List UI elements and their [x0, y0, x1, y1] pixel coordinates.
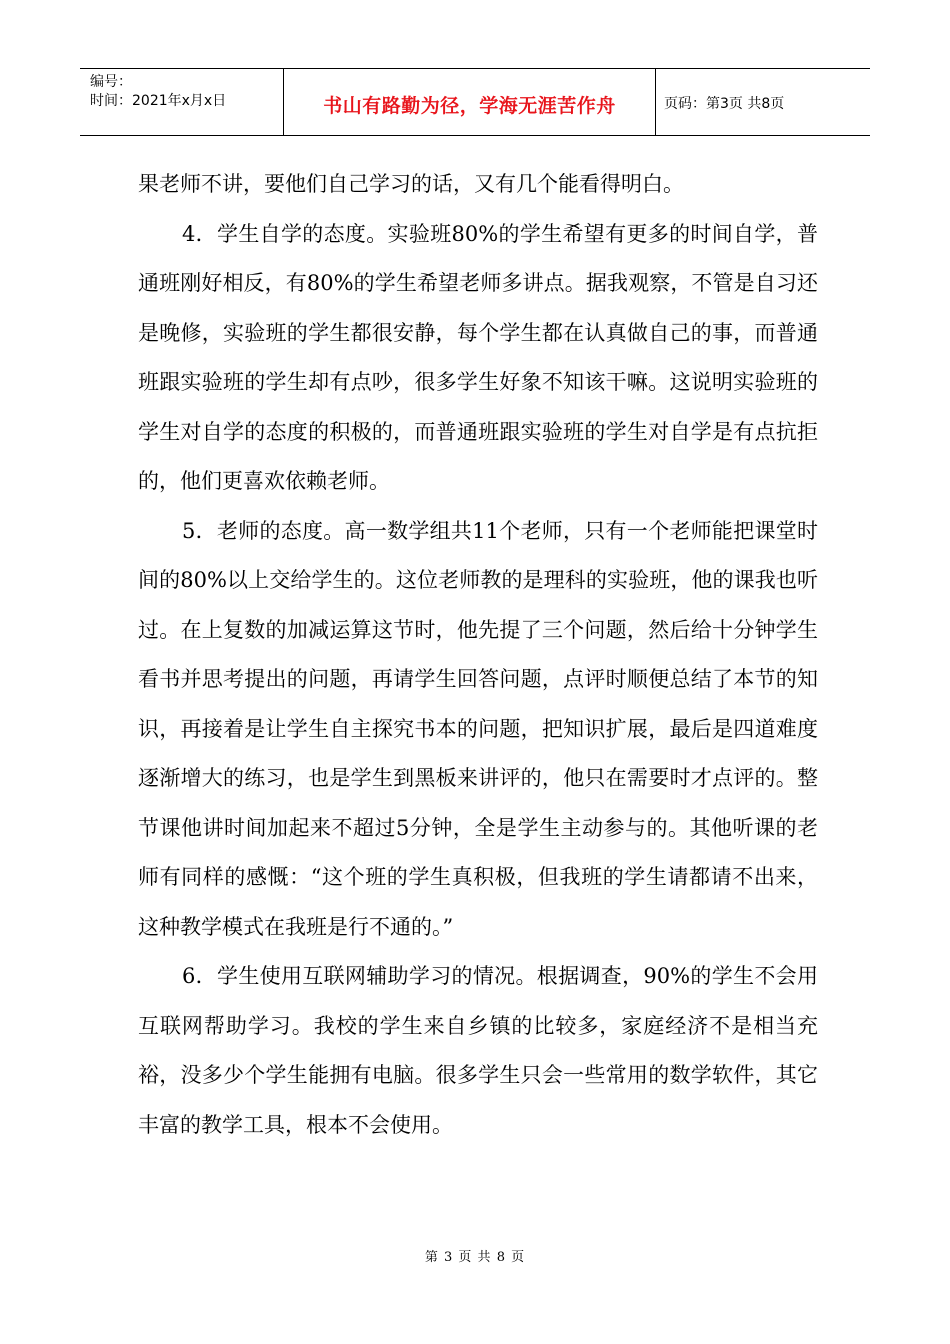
- page-number-label: 页码：第3页 共8页: [664, 96, 785, 112]
- page-footer: 第 3 页 共 8 页: [424, 1250, 526, 1265]
- header-motto-cell: [284, 69, 656, 135]
- paragraph-4: 4．学生自学的态度。实验班80%的学生希望有更多的时间自学，普通班刚好相反，有80%的学生希望老师多讲点。据我观察，不管是自习还是晚修，实验班的学生都很安静，每个学生都在认真做自己的事，而普通班跟实验班的学生却有点吵，很多学生好象不知该干嘛。这说明实验班的学生对自学的态度的积极的，而普通班跟实验班的学生对自学是有点抗拒的，他们更喜欢依赖老师。: [138, 221, 818, 493]
- header-page-cell: [656, 69, 870, 135]
- header-meta-cell: [80, 69, 284, 135]
- serial-label: 编号：: [90, 74, 132, 90]
- paragraph-5: 5．老师的态度。高一数学组共11个老师，只有一个老师能把课堂时间的80%以上交给学生的。这位老师教的是理科的实验班，他的课我也听过。在上复数的加减运算这节时，他先提了三个问题，然后给十分钟学生看书并思考提出的问题，再请学生回答问题，点评时顺便总结了本节的知识，再接着是让学生自主探究书本的问题，把知识扩展，最后是四道难度逐渐增大的练习，也是学生到黑板来讲评的，他只在需要时才点评的。整节课他讲时间加起来不超过5分钟，全是学生主动参与的。其他听课的老师有同样的感慨：“这个班的学生真积极，但我班的学生请都请不出来，这种教学模式在我班是行不通的。”: [138, 518, 818, 939]
- document-body: [138, 160, 818, 1150]
- motto-text: 书山有路勤为径，学海无涯苦作舟: [323, 94, 616, 117]
- date-label: 时间：2021年x月x日: [90, 93, 227, 109]
- page-header: [80, 68, 870, 136]
- paragraph-continuation: 果老师不讲，要他们自己学习的话，又有几个能看得明白。: [138, 172, 684, 196]
- paragraph-6: 6．学生使用互联网辅助学习的情况。根据调查，90%的学生不会用互联网帮助学习。我校的学生来自乡镇的比较多，家庭经济不是相当充裕，没多少个学生能拥有电脑。很多学生只会一些常用的数学软件，其它丰富的教学工具，根本不会使用。: [138, 964, 818, 1137]
